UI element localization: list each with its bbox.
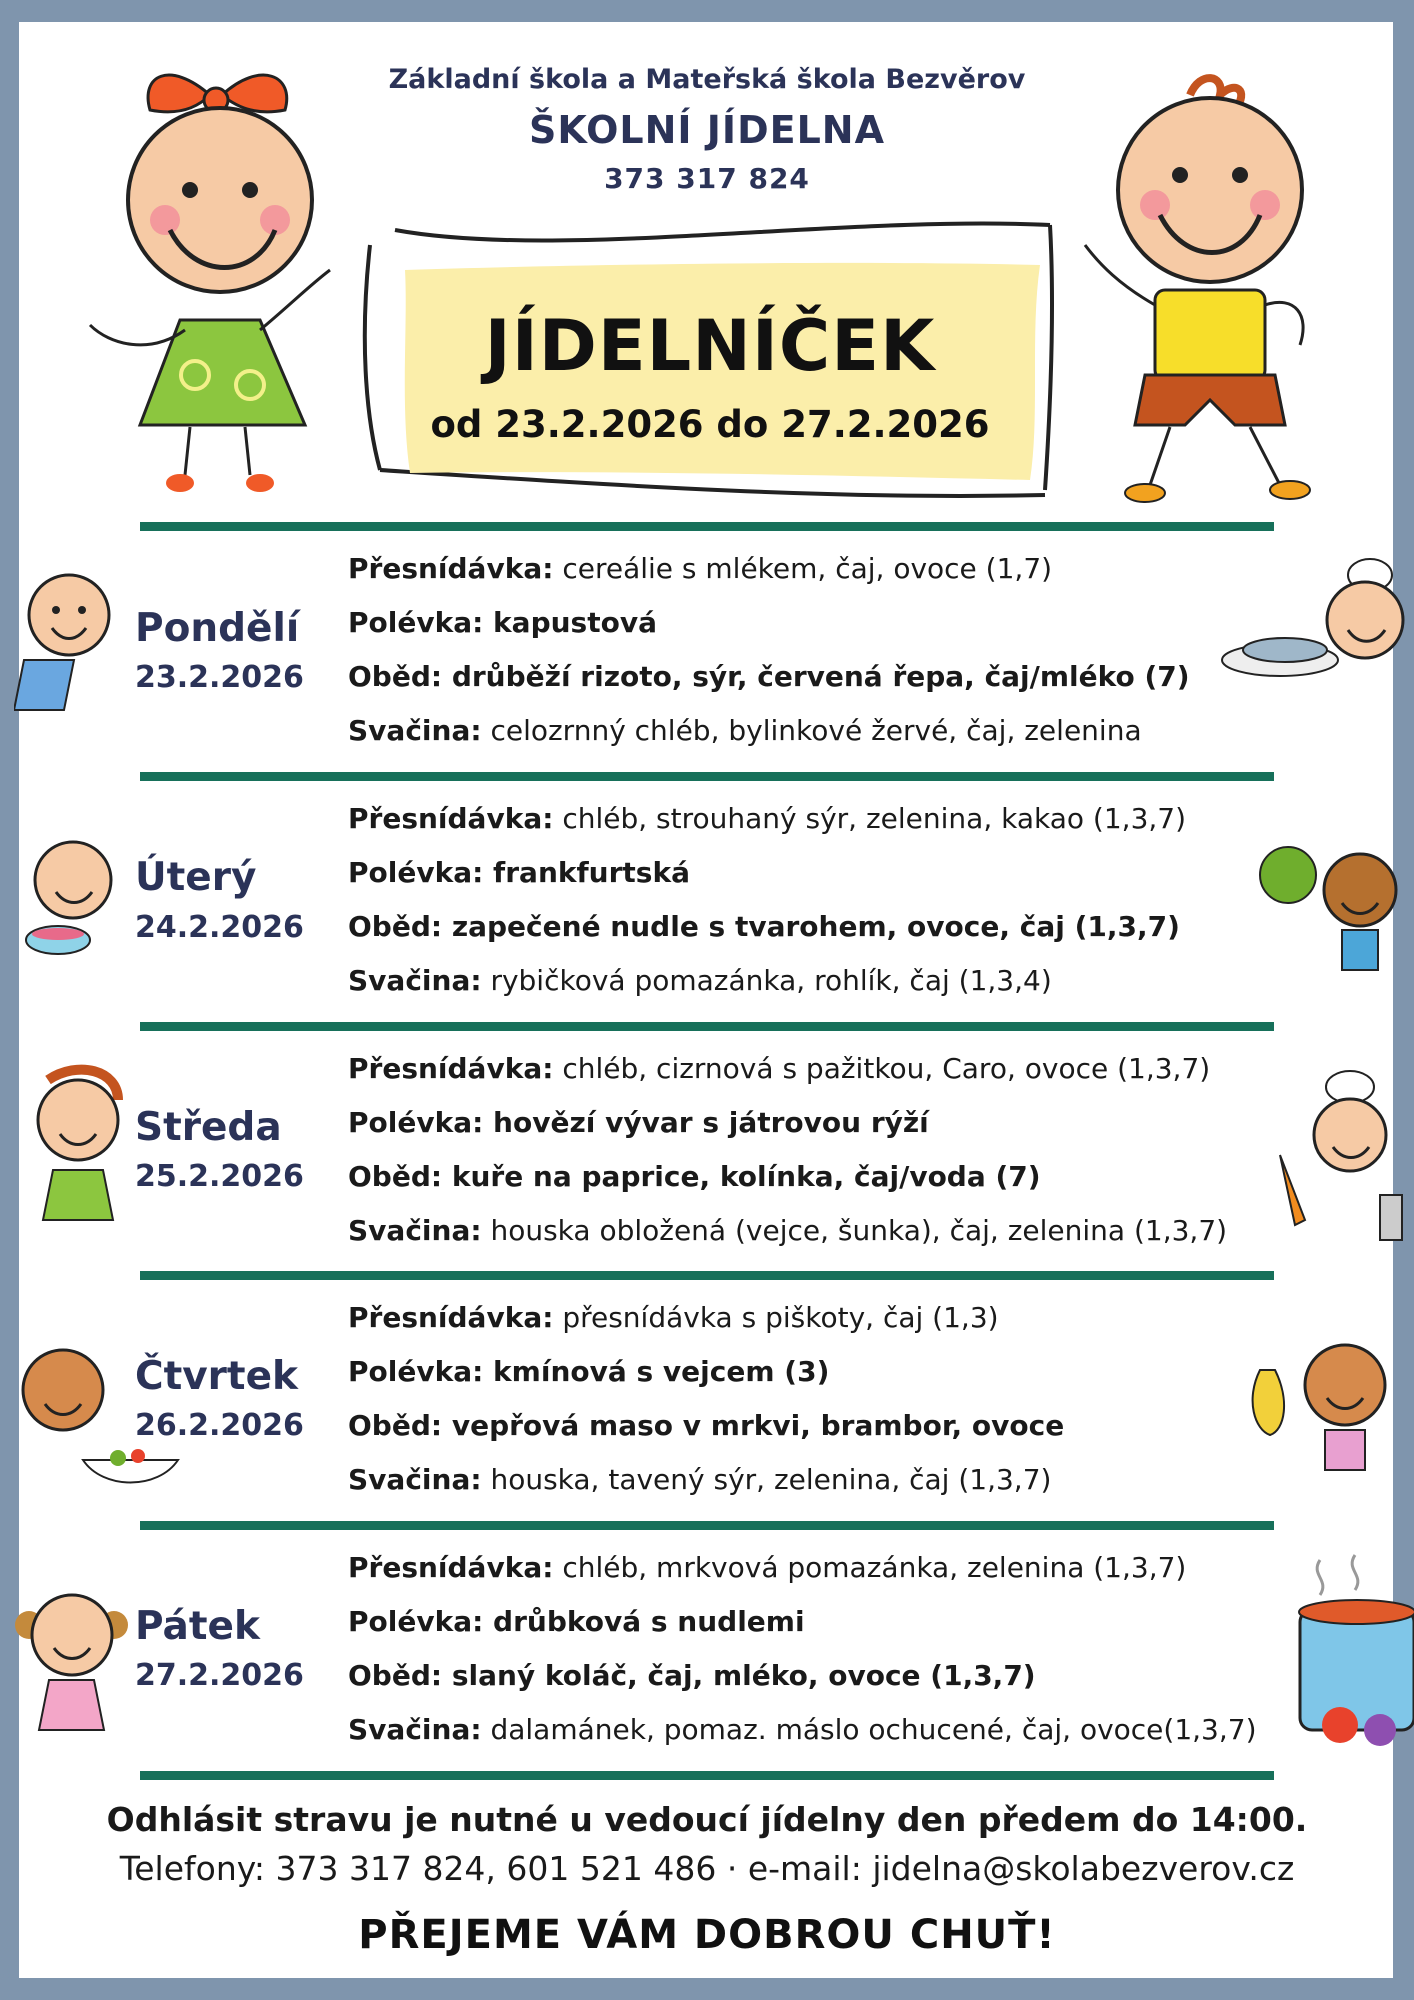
chef-with-carrot-illustration bbox=[1270, 1065, 1410, 1255]
soup-label: Polévka: bbox=[348, 606, 484, 639]
afternoon-snack-line bbox=[348, 1214, 1227, 1247]
afternoon-snack-line bbox=[348, 1463, 1051, 1496]
soup-line bbox=[348, 1605, 805, 1638]
contact-info: Telefony: 373 317 824, 601 521 486 · e-mail: jidelna@skolabezverov.cz bbox=[119, 1849, 1295, 1888]
snack-text: přesnídávka s piškoty, čaj (1,3) bbox=[553, 1301, 999, 1334]
soup-text: frankfurtská bbox=[483, 856, 690, 889]
lunch-line bbox=[348, 1160, 1041, 1193]
afternoon-snack-label: Svačina: bbox=[348, 964, 482, 997]
snack-label: Přesnídávka: bbox=[348, 1301, 554, 1334]
snack-text: chléb, cizrnová s pažitkou, Caro, ovoce (1,3,7) bbox=[553, 1052, 1211, 1085]
snack-text: chléb, strouhaný sýr, zelenina, kakao (1,3,7) bbox=[553, 802, 1187, 835]
afternoon-snack-text: celozrnný chléb, bylinkové žervé, čaj, zelenina bbox=[481, 714, 1142, 747]
day-date: 26.2.2026 bbox=[135, 1408, 304, 1443]
day-date: 23.2.2026 bbox=[135, 660, 304, 695]
day-date: 27.2.2026 bbox=[135, 1658, 304, 1693]
snack-label: Přesnídávka: bbox=[348, 802, 554, 835]
girl-cheering-illustration bbox=[8, 1060, 138, 1260]
lunch-label: Oběd: bbox=[348, 910, 443, 943]
bon-appetit-wish: PŘEJEME VÁM DOBROU CHUŤ! bbox=[358, 1912, 1056, 1958]
divider-line bbox=[140, 1771, 1274, 1780]
lunch-text: slaný koláč, čaj, mléko, ovoce (1,3,7) bbox=[442, 1659, 1036, 1692]
lunch-text: zapečené nudle s tvarohem, ovoce, čaj (1,3,7) bbox=[442, 910, 1180, 943]
afternoon-snack-label: Svačina: bbox=[348, 1214, 482, 1247]
afternoon-snack-label: Svačina: bbox=[348, 1713, 482, 1746]
snack-line bbox=[348, 1551, 1186, 1584]
afternoon-snack-label: Svačina: bbox=[348, 1463, 482, 1496]
lunch-label: Oběd: bbox=[348, 1409, 443, 1442]
day-name: Pondělí bbox=[135, 606, 300, 651]
soup-pot-illustration bbox=[1280, 1550, 1414, 1760]
canteen-title: ŠKOLNÍ JÍDELNA bbox=[529, 108, 885, 152]
kid-with-bowl-illustration bbox=[8, 830, 128, 980]
soup-line bbox=[348, 606, 657, 639]
school-name: Základní škola a Mateřská škola Bezvěrov bbox=[388, 64, 1026, 95]
snack-line bbox=[348, 552, 1052, 585]
day-name: Středa bbox=[135, 1105, 282, 1150]
day-date: 24.2.2026 bbox=[135, 910, 304, 945]
divider-line bbox=[140, 1521, 1274, 1530]
afternoon-snack-label: Svačina: bbox=[348, 714, 482, 747]
soup-label: Polévka: bbox=[348, 1106, 484, 1139]
day-name: Pátek bbox=[135, 1604, 260, 1649]
afternoon-snack-text: houska, tavený sýr, zelenina, čaj (1,3,7) bbox=[481, 1463, 1052, 1496]
cancellation-notice: Odhlásit stravu je nutné u vedoucí jídelny den předem do 14:00. bbox=[106, 1800, 1308, 1839]
chef-with-fish-illustration bbox=[1220, 550, 1410, 730]
day-name: Úterý bbox=[135, 855, 257, 900]
snack-line bbox=[348, 1301, 999, 1334]
divider-line bbox=[140, 1022, 1274, 1031]
afternoon-snack-text: rybičková pomazánka, rohlík, čaj (1,3,4) bbox=[481, 964, 1052, 997]
soup-line bbox=[348, 1106, 929, 1139]
girl-illustration bbox=[80, 55, 350, 505]
soup-label: Polévka: bbox=[348, 856, 484, 889]
girl-with-pear-illustration bbox=[1240, 1310, 1410, 1490]
soup-label: Polévka: bbox=[348, 1605, 484, 1638]
lunch-label: Oběd: bbox=[348, 1160, 443, 1193]
snack-label: Přesnídávka: bbox=[348, 1551, 554, 1584]
afternoon-snack-line bbox=[348, 1713, 1257, 1746]
lunch-line bbox=[348, 1659, 1036, 1692]
afternoon-snack-line bbox=[348, 714, 1142, 747]
lunch-text: drůběží rizoto, sýr, červená řepa, čaj/mléko (7) bbox=[442, 660, 1190, 693]
boy-illustration bbox=[1060, 65, 1340, 515]
snack-text: cereálie s mlékem, čaj, ovoce (1,7) bbox=[553, 552, 1053, 585]
lunch-label: Oběd: bbox=[348, 1659, 443, 1692]
divider-line bbox=[140, 522, 1274, 531]
canteen-phone: 373 317 824 bbox=[604, 162, 810, 195]
soup-line bbox=[348, 1355, 829, 1388]
snack-text: chléb, mrkvová pomazánka, zelenina (1,3,7) bbox=[553, 1551, 1187, 1584]
lunch-label: Oběd: bbox=[348, 660, 443, 693]
afternoon-snack-line bbox=[348, 964, 1052, 997]
divider-line bbox=[140, 1271, 1274, 1280]
soup-text: drůbková s nudlemi bbox=[483, 1605, 805, 1638]
day-date: 25.2.2026 bbox=[135, 1159, 304, 1194]
soup-text: hovězí vývar s játrovou rýží bbox=[483, 1106, 929, 1139]
snack-line bbox=[348, 802, 1186, 835]
menu-date-range: od 23.2.2026 do 27.2.2026 bbox=[430, 403, 990, 446]
soup-text: kmínová s vejcem (3) bbox=[483, 1355, 830, 1388]
kid-with-salad-illustration bbox=[8, 1340, 188, 1500]
menu-title: JÍDELNÍČEK bbox=[484, 305, 936, 387]
lunch-line bbox=[348, 1409, 1064, 1442]
lunch-text: kuře na paprice, kolínka, čaj/voda (7) bbox=[442, 1160, 1041, 1193]
snack-line bbox=[348, 1052, 1210, 1085]
lunch-line bbox=[348, 910, 1180, 943]
afternoon-snack-text: houska obložená (vejce, šunka), čaj, zelenina (1,3,7) bbox=[481, 1214, 1228, 1247]
kid-with-broccoli-illustration bbox=[1250, 835, 1410, 985]
lunch-text: vepřová maso v mrkvi, brambor, ovoce bbox=[442, 1409, 1065, 1442]
afternoon-snack-text: dalamánek, pomaz. máslo ochucené, čaj, ovoce(1,3,7) bbox=[481, 1713, 1257, 1746]
soup-text: kapustová bbox=[483, 606, 657, 639]
snack-label: Přesnídávka: bbox=[348, 552, 554, 585]
soup-label: Polévka: bbox=[348, 1355, 484, 1388]
kid-waving-illustration bbox=[14, 560, 114, 750]
divider-line bbox=[140, 772, 1274, 781]
snack-label: Přesnídávka: bbox=[348, 1052, 554, 1085]
soup-line bbox=[348, 856, 690, 889]
girl-pigtails-illustration bbox=[4, 1580, 134, 1760]
day-name: Čtvrtek bbox=[135, 1354, 298, 1399]
lunch-line bbox=[348, 660, 1190, 693]
